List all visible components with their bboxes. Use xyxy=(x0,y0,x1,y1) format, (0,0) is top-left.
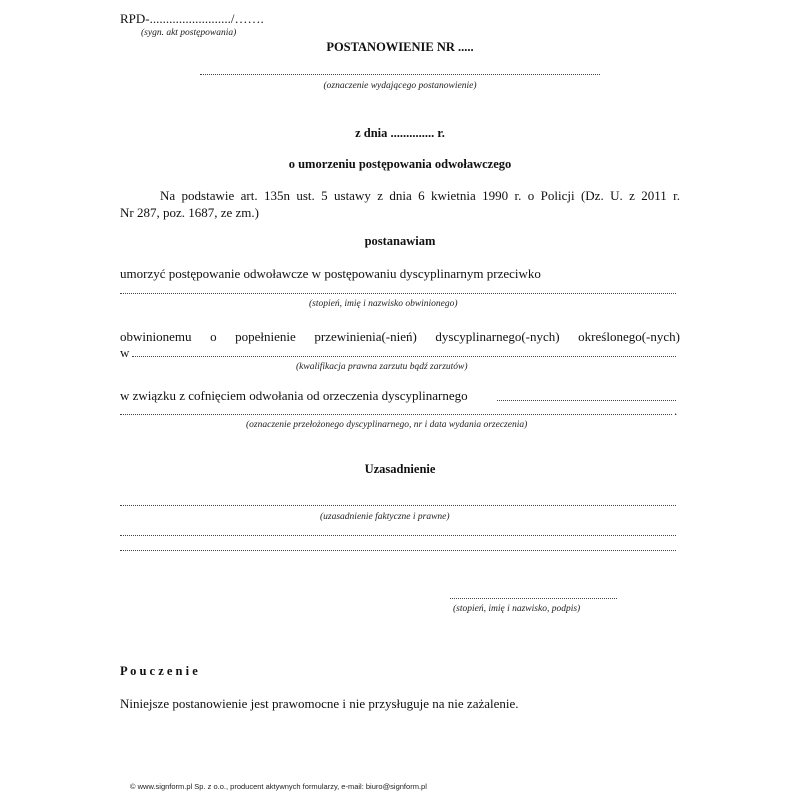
justification-field-line-3[interactable] xyxy=(120,550,676,551)
superior-designation-field[interactable] xyxy=(120,414,672,415)
discontinue-statement: umorzyć postępowanie odwoławcze w postępowaniu dyscyplinarnym przeciwko xyxy=(120,266,541,281)
charge-word: określonego(-nych) xyxy=(578,329,680,344)
withdrawal-statement: w związku z cofnięciem odwołania od orzeczenia dyscyplinarnego xyxy=(120,388,468,403)
document-title: POSTANOWIENIE NR ..... xyxy=(326,40,474,54)
accused-name-caption: (stopień, imię i nazwisko obwinionego) xyxy=(309,299,458,309)
justification-heading: Uzasadnienie xyxy=(364,462,436,476)
accused-name-field[interactable] xyxy=(120,293,676,294)
footer-copyright: © www.signform.pl Sp. z o.o., producent aktywnych formularzy, e-mail: biuro@signform.pl xyxy=(130,782,427,791)
case-number-field[interactable]: RPD-........................./……. xyxy=(120,11,264,26)
charge-word: obwinionemu xyxy=(120,329,192,344)
charge-word: o xyxy=(210,329,217,344)
issuer-field-line[interactable] xyxy=(200,74,600,75)
signature-caption: (stopień, imię i nazwisko, podpis) xyxy=(453,604,581,614)
justification-field-line-2[interactable] xyxy=(120,535,676,536)
decision-heading: postanawiam xyxy=(364,234,436,248)
issuer-caption: (oznaczenie wydającego postanowienie) xyxy=(323,81,477,91)
sentence-end-mark: . xyxy=(674,403,678,418)
charge-w-label: w xyxy=(120,345,130,360)
decision-subject: o umorzeniu postępowania odwoławczego xyxy=(288,157,512,171)
legal-qualification-field[interactable] xyxy=(132,356,676,357)
legal-basis-line-1: Na podstawie art. 135n ust. 5 ustawy z dnia 6 kwietnia 1990 r. o Policji (Dz. U. z 2011 r. xyxy=(160,188,680,203)
withdrawal-field-continuation[interactable] xyxy=(497,400,676,401)
justification-caption: (uzasadnienie faktyczne i prawne) xyxy=(320,512,450,522)
justification-field-line-1[interactable] xyxy=(120,505,676,506)
date-line[interactable]: z dnia .............. r. xyxy=(355,126,445,140)
charge-word: popełnienie xyxy=(235,329,296,344)
legal-qualification-caption: (kwalifikacja prawna zarzutu bądź zarzutów) xyxy=(296,362,468,372)
superior-designation-caption: (oznaczenie przełożonego dyscyplinarnego, nr i data wydania orzeczenia) xyxy=(246,420,528,430)
charge-word: dyscyplinarnego(-nych) xyxy=(435,329,560,344)
charge-word: przewinienia(-nień) xyxy=(314,329,417,344)
signature-field[interactable] xyxy=(450,598,617,599)
case-number-caption: (sygn. akt postępowania) xyxy=(141,28,237,38)
legal-basis-line-2: Nr 287, poz. 1687, ze zm.) xyxy=(120,205,259,220)
charge-statement xyxy=(120,330,680,343)
instruction-heading: P o u c z e n i e xyxy=(120,664,198,678)
instruction-text: Niniejsze postanowienie jest prawomocne i nie przysługuje na nie zażalenie. xyxy=(120,696,519,711)
